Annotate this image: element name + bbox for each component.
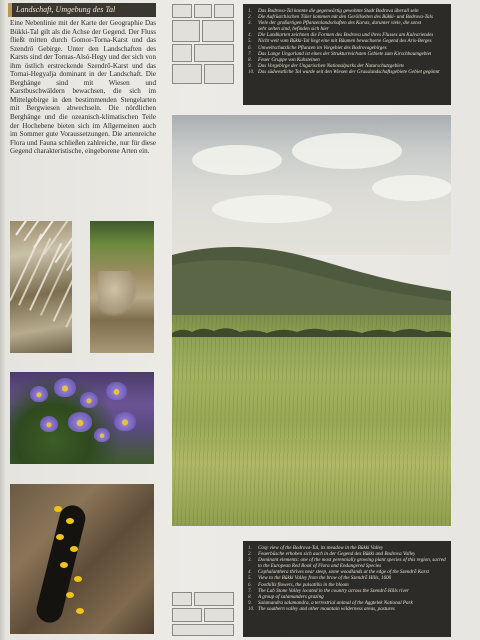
- karst-rock-photo: [90, 221, 154, 353]
- caption-line: 5. View to the Bükki Valley from the brow of the Szendrő Hills, 1600: [248, 575, 392, 582]
- caption-line: 2. Feuerbüsche erhoben sich auch in der Gegend des Bükki and Bodrova Valley: [248, 551, 416, 558]
- caption-line: 8. A group of salamanders grazing: [248, 593, 324, 600]
- sky: [172, 115, 451, 255]
- caption-line: 9. Salamandra salamandra, a terrestrial animal of the Aggtelek National Park: [248, 599, 413, 606]
- caption-line: 1. Das Bodrova-Tal konnte die gegenwärtig gewohnte Stadt Bodrova überall sein: [248, 8, 419, 14]
- caption-line: 8. Feuer Gruppe von Kuhsteinen: [248, 56, 320, 63]
- caption-line: 9. Das Vorgebirge der Ungarischen Nationalparks der Naturschutzgebiete: [248, 62, 405, 69]
- caption-line: 5. Nicht weit vom Bükki-Tal liegt eine mit Bäumen bewachsene Gegend des Aris-Berges: [248, 38, 432, 45]
- caption-box-english: [243, 541, 451, 637]
- body-text: Eine Nebenlinie mit der Karte der Geographie Das Bükki-Tal gilt als die Achse der Gegend. Der Fluss fließt mitten durch Gomor-Torna-Karst und das Szendrő Gebirge. Unter den Landschaften des Karsts sind der Tornas-Alsó-Hegy und der sich von ihm östlich erstreckende Szendrő-Karst und das Tornai-Hegyalja dominant in der Landschaft. Die Berghänge sind mit Wiesen und Karstbuschwäldern bewachsen, die sich im Mittelgebirge in den bestimmenden Stengelarten mit Bergwiesen abwechseln. Die nördlichen Berghänge und die ozeanisch-klimatischen Teile der Hochebene bieten sich im Allgemeinen auch im Sommer gute Voraussetzungen. Die artenreiche Flora und Fauna schließen zahlreiche, nur für diese Gegend charakteristische, eingeborene Arten ein.: [10, 19, 156, 156]
- caption-line: 2. Die Aufrüstchischen Täler kommen mit den Geröllseiten des Bükki- und Bodrova-Tals: [248, 14, 433, 21]
- caption-line: 7. Das Lange Ungarland ist eines der Strukturreichsten Gebiete zum Kirschbaumgebiet: [248, 50, 432, 57]
- caption-line: 10. The southern valley and other mountain wilderness areas, pastures: [248, 605, 395, 612]
- caption-line: 4. Die Landkarten zeichnen die Formen des Bodrova und ihres Flusses am Kalvariendes: [248, 32, 434, 39]
- wheat-field: [172, 315, 451, 526]
- thumbnail-layout-key-bottom: [172, 592, 234, 636]
- valley-landscape-photo: [172, 115, 451, 526]
- caption-line: 6. Foothills flowers, the pulsatilla in the bloom: [248, 581, 349, 588]
- caption-line: 1. Cosy view of the Bodrova-Tal, its meadow in the Bükki Valley: [248, 545, 384, 551]
- caption-line: 3. Viele der großartigen Pflanzenlandschaften des Karsts, darunter viele, die sonst: [248, 20, 422, 27]
- caption-line: 4. Cephalanthera thrives near steep, some woodlands at the edge of the Szendrő Karst: [248, 569, 430, 576]
- caption-line: 7. The Lab Stone Valley located in the country across the Szendrő Hills river: [248, 587, 409, 594]
- section-heading: Landschaft, Umgebung des Tal: [8, 3, 156, 17]
- pasqueflower-photo: [10, 372, 154, 464]
- caption-line: 6. Umweltschutzliche Pflanzen im Vorgebiet des Bodrovagebirges: [248, 44, 387, 51]
- treeline: [172, 323, 451, 337]
- caption-line: 10. Das südwestliche Tal wurde seit den Wiesen der Grasslandschaftsgebiete Gebiet gegönnt: [248, 68, 440, 75]
- thumbnail-layout-key-top: [172, 4, 234, 84]
- caption-line: sehr selten sind, befinden sich hier: [258, 26, 329, 33]
- fire-salamander-photo: [10, 484, 154, 634]
- mountain-ridge: [172, 235, 451, 325]
- caption-line: to the European Red Book of Flora and Endangered Species: [258, 563, 382, 570]
- caption-line: 3. Dominant elements: one of the most perennially growing plant species of this region, sacred: [248, 557, 446, 564]
- caption-box-german: [243, 4, 451, 105]
- feather-grass-photo: [10, 221, 72, 353]
